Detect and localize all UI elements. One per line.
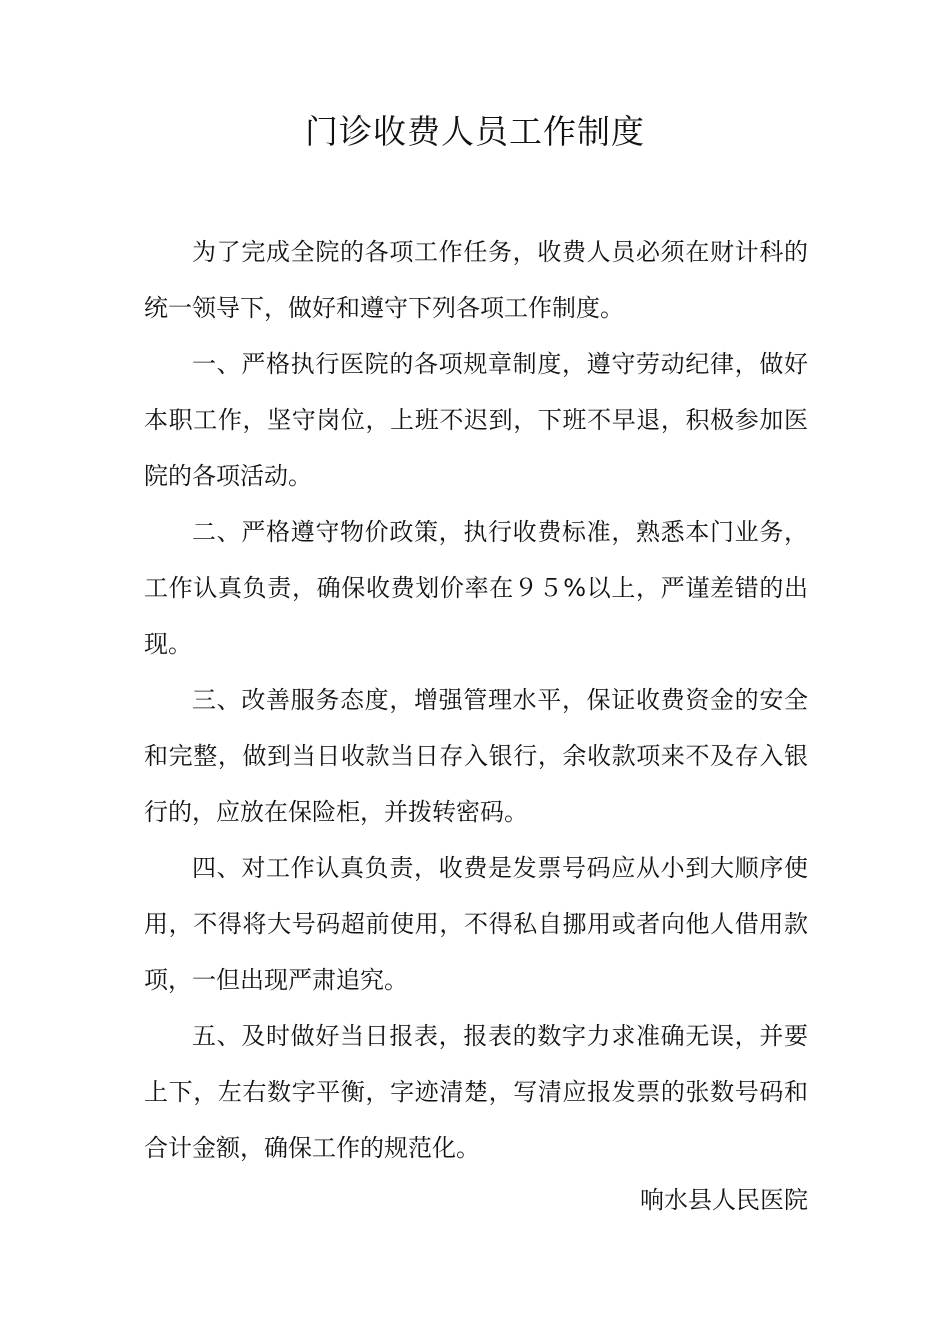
document-body [144, 224, 808, 1176]
paragraph-rule-2: 二、严格遵守物价政策，执行收费标准，熟悉本门业务，工作认真负责，确保收费划价率在９５%以上，严谨差错的出现。 [144, 518, 808, 658]
paragraph-rule-4: 四、对工作认真负责，收费是发票号码应从小到大顺序使用，不得将大号码超前使用，不得私自挪用或者向他人借用款项，一但出现严肃追究。 [144, 854, 808, 994]
paragraph-rule-5: 五、及时做好当日报表，报表的数字力求准确无误，并要上下，左右数字平衡，字迹清楚，写清应报发票的张数号码和合计金额，确保工作的规范化。 [144, 1022, 808, 1162]
paragraph-intro: 为了完成全院的各项工作任务，收费人员必须在财计科的统一领导下，做好和遵守下列各项工作制度。 [144, 238, 808, 322]
paragraph-rule-1: 一、严格执行医院的各项规章制度，遵守劳动纪律，做好本职工作，坚守岗位，上班不迟到，下班不早退，积极参加医院的各项活动。 [144, 350, 808, 490]
document-title: 门诊收费人员工作制度 [305, 112, 645, 151]
paragraph-rule-3: 三、改善服务态度，增强管理水平，保证收费资金的安全和完整，做到当日收款当日存入银行，余收款项来不及存入银行的，应放在保险柜，并拨转密码。 [144, 686, 808, 826]
document-signature: 响水县人民医院 [640, 1186, 808, 1214]
